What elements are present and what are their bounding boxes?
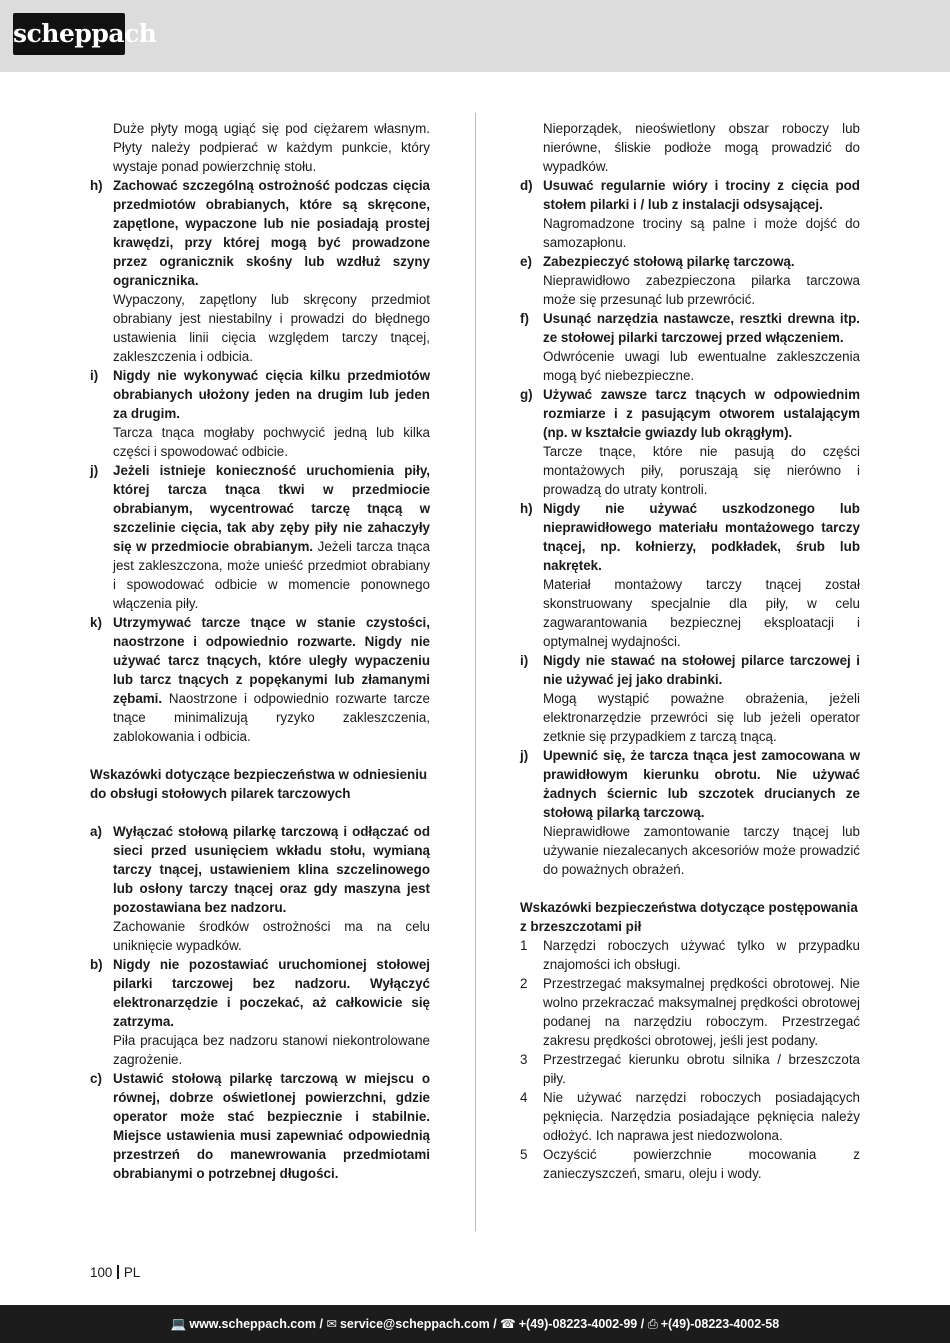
item-desc: Tarcze tnące, które nie pasują do części montażowych piły, poruszają się nierówno i prowadzą do utraty kontroli. (543, 444, 860, 497)
list-item (520, 309, 860, 385)
item-title: Nigdy nie stawać na stołowej pilarce tarczowej i nie używać jej jako drabinki. (543, 653, 860, 687)
item-desc: Mogą wystąpić poważne obrażenia, jeżeli elektronarzędzie przewróci się lub jeżeli operator zetknie się przypadkiem z tarczą tnącą. (543, 691, 860, 744)
footer-sep: / (640, 1317, 645, 1331)
item-number: 3 (520, 1052, 528, 1067)
item-title: Zabezpieczyć stołową pilarkę tarczową. (543, 254, 795, 269)
item-letter: g) (520, 387, 533, 402)
item-letter: f) (520, 311, 529, 326)
right-column (520, 119, 860, 1183)
item-title: Usuwać regularnie wióry i trociny z cięcia pod stołem pilarki i / lub z instalacji odsysającej. (543, 178, 860, 212)
item-desc-inline: Naostrzone i odpowiednio rozwarte tarcze tnące minimalizują ryzyko zakleszczenia, zablokowania i odbicia. (113, 691, 430, 744)
list-item (90, 1069, 430, 1183)
item-letter: i) (90, 368, 99, 383)
item-letter: c) (90, 1071, 102, 1086)
item-text: Narzędzi roboczych używać tylko w przypadku znajomości ich obsługi. (543, 938, 860, 972)
numbered-item (520, 1145, 860, 1183)
list-item (90, 366, 430, 461)
list-item (90, 955, 430, 1069)
numbered-item (520, 974, 860, 1050)
item-title: Usunąć narzędzia nastawcze, resztki drewna itp. ze stołowej pilarki tarczowej przed włączeniem. (543, 311, 860, 345)
item-title: Nigdy nie wykonywać cięcia kilku przedmiotów obrabianych ułożony jeden na drugim lub jeden za drugim. (113, 368, 430, 421)
item-title: Nigdy nie pozostawiać uruchomionej stołowej pilarki tarczowej bez nadzoru. Wyłączyć elektronarzędzie i poczekać, aż całkowicie się zatrzyma. (113, 957, 430, 1029)
list-item (520, 499, 860, 651)
item-letter: d) (520, 178, 533, 193)
section-heading: Wskazówki dotyczące bezpieczeństwa w odniesieniu do obsługi stołowych pilarek tarczowych (90, 767, 428, 801)
list-item (90, 461, 430, 613)
list-item (520, 385, 860, 499)
item-number: 5 (520, 1147, 528, 1162)
item-number: 4 (520, 1090, 528, 1105)
mail-icon: ✉ (326, 1317, 337, 1331)
item-letter: e) (520, 254, 532, 269)
item-title: Upewnić się, że tarcza tnąca jest zamocowana w prawidłowym kierunku obrotu. Nie używać żadnych ściernic lub szczotek drucianych ze stołową pilarką tarczową. (543, 748, 860, 820)
numbered-item (520, 1050, 860, 1088)
item-letter: h) (520, 501, 533, 516)
page-number (90, 1265, 140, 1280)
item-title: Ustawić stołową pilarkę tarczową w miejscu o równej, dobrze oświetlonej powierzchni, gdzie operator może stać bezpiecznie i stabilnie. Miejsce ustawienia musi zapewniać odpowiednią przestrzeń do manewrowania przedmiotami obrabianymi o potrzebnej długości. (113, 1071, 430, 1181)
list-item (520, 651, 860, 746)
right-intro: Nieporządek, nieoświetlony obszar roboczy lub nierówne, śliskie podłoże mogą prowadzić do wypadków. (543, 121, 860, 174)
item-text: Przestrzegać kierunku obrotu silnika / brzeszczota piły. (543, 1052, 860, 1086)
fax-icon: ⎙ (647, 1317, 658, 1331)
page-language: PL (123, 1265, 141, 1280)
item-number: 1 (520, 938, 528, 953)
item-desc: Piła pracująca bez nadzoru stanowi niekontrolowane zagrożenie. (113, 1033, 430, 1067)
footer-fax: +(49)-08223-4002-58 (660, 1317, 780, 1331)
item-desc: Tarcza tnąca mogłaby pochwycić jedną lub kilka części i spowodować odbicie. (113, 425, 430, 459)
scheppach-logo: scheppach (13, 13, 125, 55)
item-number: 2 (520, 976, 528, 991)
computer-icon: 💻 (170, 1317, 187, 1331)
item-letter: i) (520, 653, 529, 668)
item-desc: Odwrócenie uwagi lub ewentualne zakleszczenia mogą być niebezpieczne. (543, 349, 860, 383)
item-desc: Zachowanie środków ostrożności ma na celu uniknięcie wypadków. (113, 919, 430, 953)
item-title: Zachować szczególną ostrożność podczas cięcia przedmiotów obrabianych, które są skręcone, zapętlone, wypaczone lub nie posiadają prostej krawędzi, przy której mogą być prowadzone przez ogranicznik skośny lub wzdłuż szyny ogranicznika. (113, 178, 430, 288)
item-desc-inline: Jeżeli tarcza tnąca jest zakleszczona, może unieść przedmiot obrabiany i spowodować odbicie w momencie ponownego włączenia piły. (113, 539, 430, 611)
item-letter: a) (90, 824, 102, 839)
phone-icon: ☎ (500, 1317, 516, 1331)
item-desc: Materiał montażowy tarczy tnącej został skonstruowany specjalnie dla piły, w celu zagwarantowania bezpiecznej eksploatacji i optymalnej wydajności. (543, 577, 860, 649)
footer-sep: / (493, 1317, 497, 1331)
item-letter: j) (90, 463, 99, 478)
numbered-item (520, 1088, 860, 1145)
footer-phone: +(49)-08223-4002-99 (518, 1317, 638, 1331)
item-title: Utrzymywać tarcze tnące w stanie czystości, naostrzone i odpowiednio rozwarte. Nigdy nie używać tarcz tnących, które uległy wypaczeniu lub tarcz tnących z popękanymi lub złamanymi zębami. (113, 615, 430, 706)
item-letter: j) (520, 748, 529, 763)
page-number-value: 100 (90, 1265, 113, 1280)
list-item (90, 613, 430, 746)
item-letter: k) (90, 615, 102, 630)
list-item (90, 822, 430, 955)
list-item (90, 176, 430, 366)
header-band (0, 0, 950, 72)
column-divider (475, 113, 476, 1231)
item-text: Przestrzegać maksymalnej prędkości obrotowej. Nie wolno przekraczać maksymalnej prędkości obrotowej podanej na narzędziu roboczym. Przestrzegać zakresu prędkości obrotowej, jeśli jest podany. (543, 976, 860, 1048)
item-title: Jeżeli istnieje konieczność uruchomienia piły, której tarcza tnąca tkwi w przedmiocie obrabianym, wycentrować tarczę tnącą w szczelinie cięcia, tak aby zęby piły nie zahaczyły się w przedmiocie obrabianym. (113, 463, 430, 554)
list-item (520, 746, 860, 879)
item-text: Nie używać narzędzi roboczych posiadających pęknięcia. Narzędzia posiadające pęknięcia należy odłożyć. Ich naprawa jest niedozwolona. (543, 1090, 860, 1143)
item-letter: b) (90, 957, 103, 972)
footer-website[interactable]: www.scheppach.com (189, 1317, 317, 1331)
item-desc: Nagromadzone trociny są palne i może dojść do samozapłonu. (543, 216, 860, 250)
left-intro: Duże płyty mogą ugiąć się pod ciężarem własnym. Płyty należy podpierać w każdym punkcie, który wystaje ponad powierzchnię stołu. (113, 121, 430, 174)
left-column (90, 119, 430, 1183)
item-letter: h) (90, 178, 103, 193)
footer-bar (0, 1305, 950, 1343)
item-desc: Wypaczony, zapętlony lub skręcony przedmiot obrabiany jest niestabilny i prowadzi do błędnego ustawienia linii cięcia względem tarczy tnącej, zakleszczenia i odbicia. (113, 292, 430, 364)
page-separator (117, 1265, 119, 1279)
list-item (520, 252, 860, 309)
footer-email[interactable]: service@scheppach.com (339, 1317, 490, 1331)
section-heading: Wskazówki bezpieczeństwa dotyczące postępowania z brzeszczotami pił (520, 900, 858, 934)
list-item (520, 176, 860, 252)
item-text: Oczyścić powierzchnie mocowania z zanieczyszczeń, smaru, oleju i wody. (543, 1147, 860, 1181)
item-desc: Nieprawidłowe zamontowanie tarczy tnącej lub używanie niezalecanych akcesoriów może prowadzić do poważnych obrażeń. (543, 824, 860, 877)
numbered-item (520, 936, 860, 974)
item-title: Używać zawsze tarcz tnących w odpowiednim rozmiarze i z pasującym otworem ustalającym (np. w kształcie gwiazdy lub okrągłym). (543, 387, 860, 440)
item-title: Wyłączać stołową pilarkę tarczową i odłączać od sieci przed usunięciem wkładu stołu, wymianą tarczy tnącej, ustawieniem klina szczelinowego lub osłony tarczy tnącej oraz gdy maszyna jest pozostawiana bez nadzoru. (113, 824, 430, 915)
item-title: Nigdy nie używać uszkodzonego lub nieprawidłowego materiału montażowego tarczy tnącej, np. kołnierzy, podkładek, śrub lub nakrętek. (543, 501, 860, 573)
footer-sep: / (319, 1317, 323, 1331)
item-desc: Nieprawidłowo zabezpieczona pilarka tarczowa może się przesunąć lub przewrócić. (543, 273, 860, 307)
